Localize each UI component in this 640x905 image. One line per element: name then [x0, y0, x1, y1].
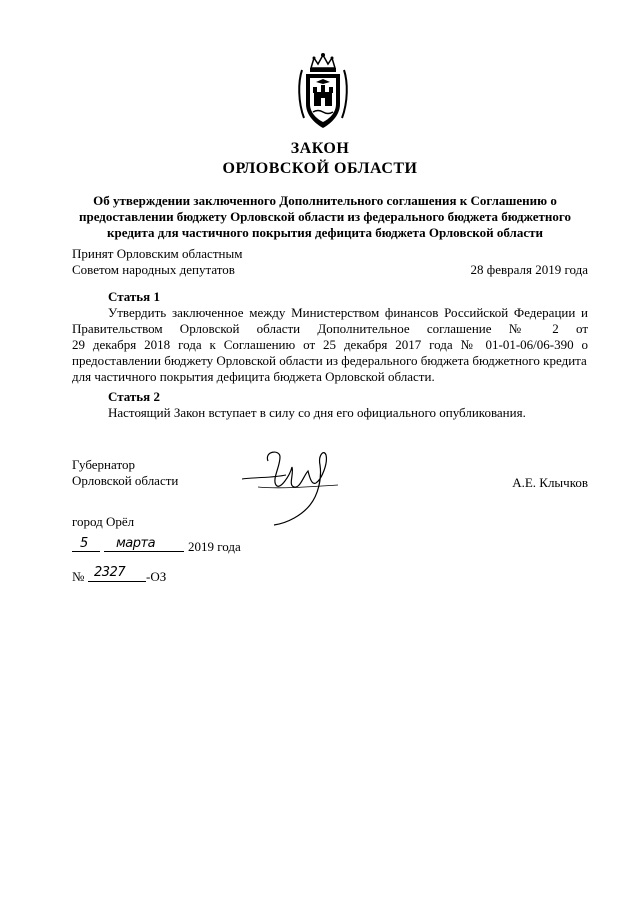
article-1-line: предоставлении бюджету Орловской области из федерального бюджета бюджетного кредита — [72, 353, 587, 368]
article-1-line: Утвердить заключенное между Министерством финансов Российской Федерации и — [108, 305, 588, 320]
day-underline — [72, 551, 100, 552]
document-type-title: ЗАКОН — [290, 140, 350, 157]
signing-day: 5 — [80, 536, 88, 551]
region-title: ОРЛОВСКОЙ ОБЛАСТИ — [222, 160, 418, 177]
signatory-position-line-2: Орловской области — [72, 473, 179, 488]
signing-month: марта — [116, 536, 156, 551]
law-number-suffix: -ОЗ — [146, 569, 167, 584]
month-underline — [104, 551, 184, 552]
city: город Орёл — [72, 514, 135, 529]
adoption-date: 28 февраля 2019 года — [470, 262, 588, 277]
subject-line: кредита для частичного покрытия дефицита бюджета Орловской области — [107, 225, 543, 240]
subject-line: Об утверждении заключенного Дополнительного соглашения к Соглашению о — [93, 193, 557, 208]
number-underline — [88, 581, 146, 582]
law-number-prefix: № — [72, 569, 85, 584]
article-2-line: Настоящий Закон вступает в силу со дня его официального опубликования. — [108, 405, 526, 420]
article-1-line: для частичного покрытия дефицита бюджета Орловской области. — [72, 369, 435, 384]
coat-of-arms-icon — [296, 52, 350, 132]
signing-year: 2019 года — [188, 539, 241, 554]
signature-icon — [228, 445, 358, 530]
adoption-line-2: Советом народных депутатов — [72, 262, 235, 277]
adoption-line-1: Принят Орловским областным — [72, 246, 243, 261]
law-number: 2327 — [94, 565, 126, 580]
law-subject — [60, 193, 590, 241]
article-2-heading: Статья 2 — [108, 389, 160, 404]
subject-line: предоставлении бюджету Орловской области из федерального бюджета бюджетного — [78, 209, 572, 224]
article-1-line: Правительством Орловской области Дополнительное соглашение № 2 от — [72, 321, 588, 336]
article-1-line: 29 декабря 2018 года к Соглашению от 25 декабря 2017 года № 01-01-06/06-390 о — [72, 337, 588, 352]
article-1-heading: Статья 1 — [108, 289, 160, 304]
signatory-position-line-1: Губернатор — [72, 457, 135, 472]
signatory-name: А.Е. Клычков — [512, 475, 588, 490]
